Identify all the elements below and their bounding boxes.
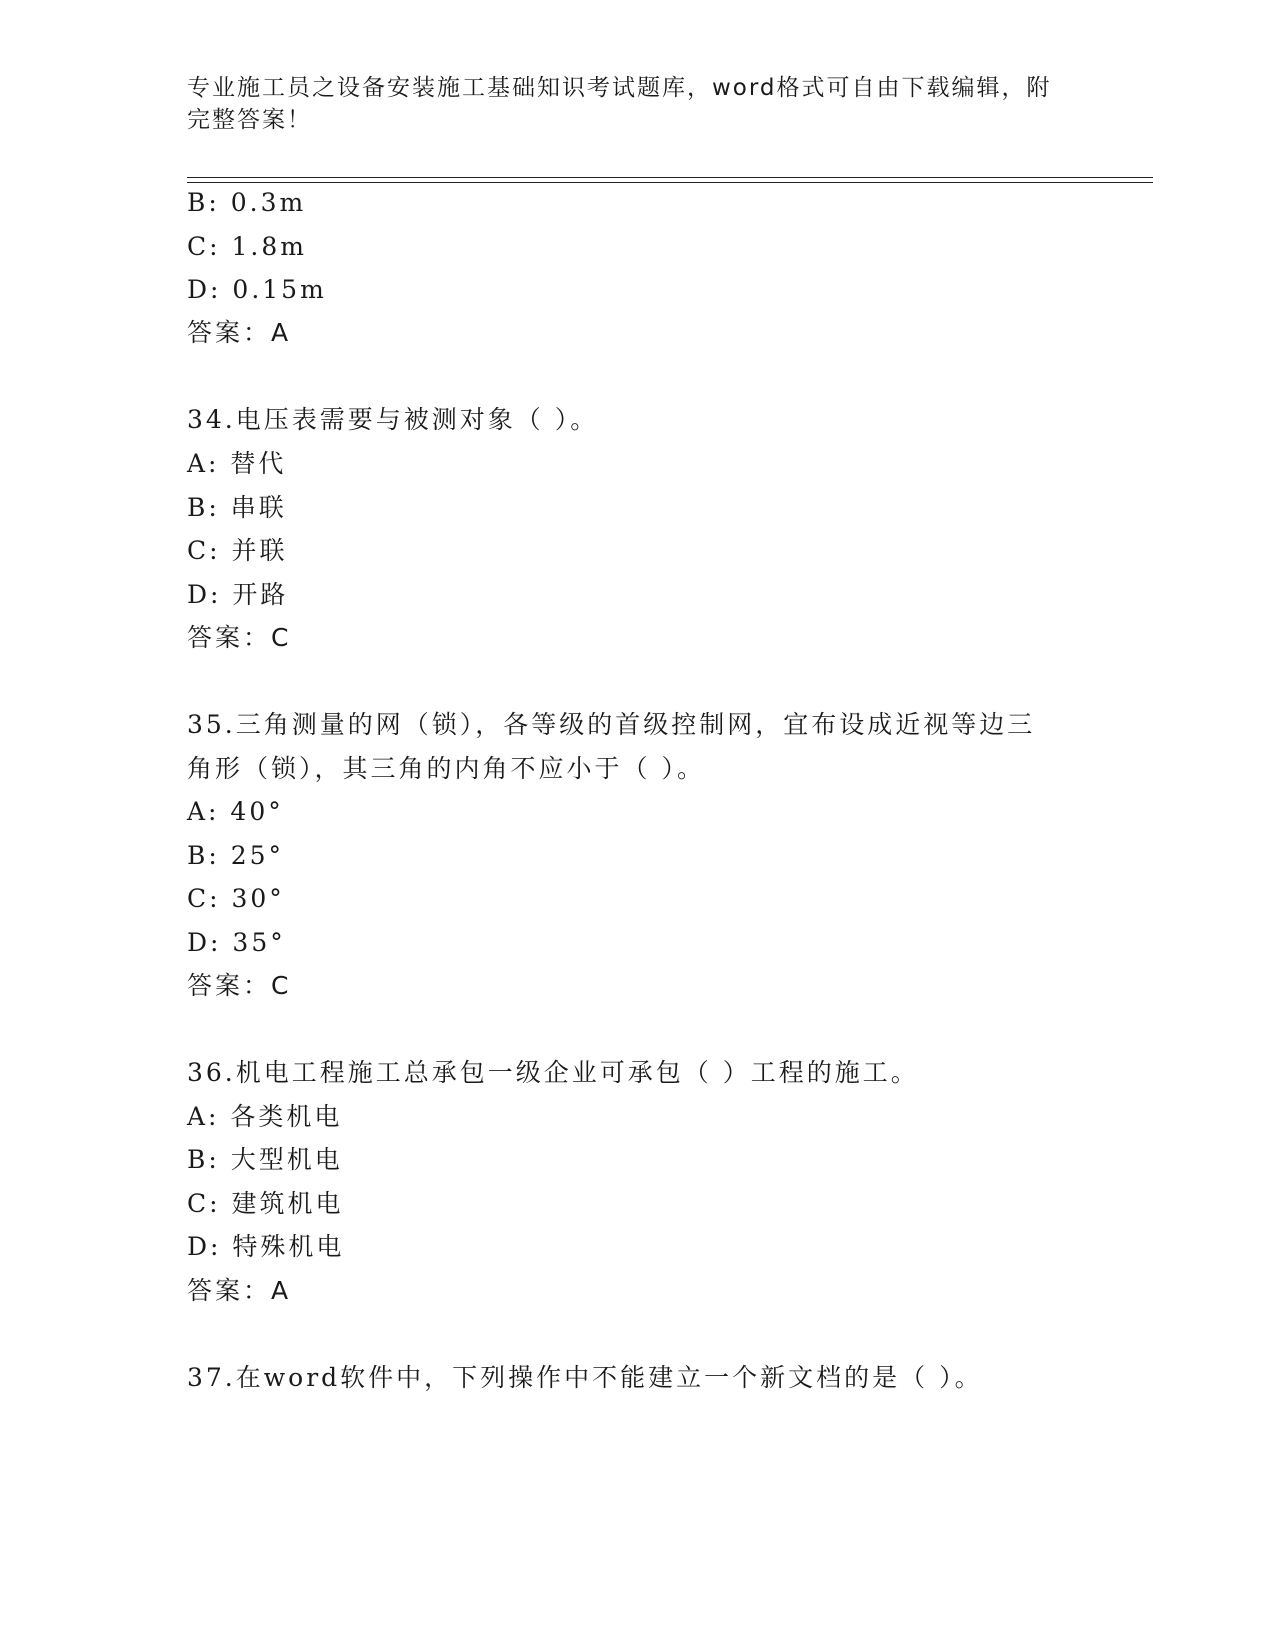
- option-d: D: 0.15m: [187, 275, 327, 304]
- option-b: B: 0.3m: [187, 188, 307, 217]
- question-34-stem: 34.电压表需要与被测对象（ ）。: [187, 405, 599, 434]
- question-36-stem: 36.机电工程施工总承包一级企业可承包（ ）工程的施工。: [187, 1058, 919, 1087]
- question-35-stem-line1: 35.三角测量的网（锁），各等级的首级控制网，宜布设成近视等边三: [187, 710, 1036, 739]
- question-35-option-d: D: 35°: [187, 928, 286, 957]
- option-c: C: 1.8m: [187, 232, 307, 261]
- question-35-option-c: C: 30°: [187, 884, 285, 913]
- question-36-option-d: D: 特殊机电: [187, 1232, 345, 1261]
- question-35-option-a: A: 40°: [187, 797, 284, 826]
- question-35-option-b: B: 25°: [187, 841, 285, 870]
- question-34-answer: 答案：C: [187, 623, 292, 652]
- question-34-option-d: D: 开路: [187, 580, 289, 609]
- question-36-answer: 答案：A: [187, 1276, 292, 1305]
- answer-line: 答案：A: [187, 318, 292, 347]
- question-34-option-b: B: 串联: [187, 493, 287, 522]
- header-rule-bottom: [187, 182, 1153, 183]
- question-36-option-b: B: 大型机电: [187, 1145, 343, 1174]
- question-35-stem-line2: 角形（锁），其三角的内角不应小于（ ）。: [187, 754, 705, 783]
- question-36-option-a: A: 各类机电: [187, 1102, 343, 1131]
- question-37-stem: 37.在word软件中，下列操作中不能建立一个新文档的是（ ）。: [187, 1363, 983, 1392]
- document-header: 专业施工员之设备安装施工基础知识考试题库，word格式可自由下载编辑，附完整答案！: [187, 75, 1052, 133]
- question-34-option-a: A: 替代: [187, 449, 287, 478]
- question-36-option-c: C: 建筑机电: [187, 1189, 344, 1218]
- question-35-answer: 答案：C: [187, 971, 292, 1000]
- question-34-option-c: C: 并联: [187, 536, 288, 565]
- header-rule-top: [187, 177, 1153, 178]
